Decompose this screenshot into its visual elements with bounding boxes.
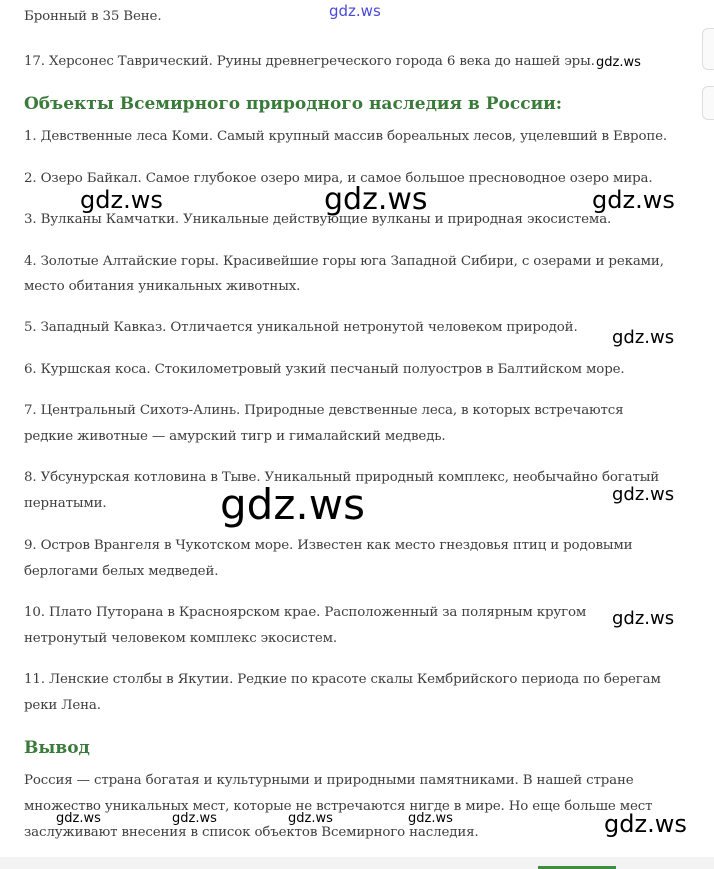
list-item-cont: редкие животные — амурский тигр и гималайский медведь.	[24, 429, 446, 444]
watermark: gdz.ws	[612, 327, 675, 348]
item-17: 17. Херсонес Таврический. Руины древнегреческого города 6 века до нашей эры.	[24, 54, 595, 69]
list-item: 11. Ленские столбы в Якутии. Редкие по красоте скалы Кембрийского периода по берегам	[24, 672, 661, 687]
list-item: 1. Девственные леса Коми. Самый крупный массив бореальных лесов, уцелевший в Европе.	[24, 129, 668, 144]
list-item: 5. Западный Кавказ. Отличается уникальной нетронутой человеком природой.	[24, 320, 578, 335]
section-heading-nature: Объекты Всемирного природного наследия в России:	[24, 94, 563, 114]
list-item-cont: реки Лена.	[24, 698, 101, 713]
list-item: 4. Золотые Алтайские горы. Красивейшие горы юга Западной Сибири, с озерами и реками,	[24, 254, 664, 269]
watermark: gdz.ws	[592, 186, 675, 214]
conclusion-line: Россия — страна богатая и культурными и природными памятниками. В нашей стране	[24, 773, 634, 788]
partial-line: Бронный в 35 Вене.	[24, 9, 162, 24]
list-item: 7. Центральный Сихотэ-Алинь. Природные девственные леса, в которых встречаются	[24, 403, 624, 418]
list-item-cont: место обитания уникальных животных.	[24, 279, 301, 294]
watermark: gdz.ws	[80, 186, 163, 214]
watermark: gdz.ws	[612, 608, 675, 629]
watermark: gdz.ws	[408, 811, 453, 826]
watermark: gdz.ws	[172, 811, 217, 826]
watermark: gdz.ws	[288, 811, 333, 826]
watermark: gdz.ws	[596, 55, 641, 70]
conclusion-line: заслуживают внесения в список объектов Всемирного наследия.	[24, 825, 479, 840]
list-item: 2. Озеро Байкал. Самое глубокое озеро мира, и самое большое пресноводное озеро мира.	[24, 171, 653, 186]
list-item-cont: нетронутый человеком комплекс экосистем.	[24, 631, 338, 646]
list-item-cont: пернатыми.	[24, 496, 107, 511]
side-card	[702, 28, 714, 70]
list-item: 9. Остров Врангеля в Чукотском море. Известен как место гнездовья птиц и родовыми	[24, 538, 633, 553]
list-item: 10. Плато Путорана в Красноярском крае. Расположенный за полярным кругом	[24, 605, 587, 620]
watermark: gdz.ws	[324, 182, 428, 217]
watermark: gdz.ws	[220, 480, 365, 529]
watermark: gdz.ws	[612, 484, 675, 505]
side-card	[702, 86, 714, 120]
list-item-cont: берлогами белых медведей.	[24, 564, 219, 579]
watermark: gdz.ws	[56, 811, 101, 826]
section-heading-conclusion: Вывод	[24, 738, 90, 758]
list-item: 8. Убсунурская котловина в Тыве. Уникальный природный комплекс, необычайно богатый	[24, 470, 660, 485]
watermark: gdz.ws	[329, 2, 381, 20]
watermark: gdz.ws	[604, 810, 687, 838]
conclusion-line: множество уникальных мест, которые не встречаются нигде в мире. Но еще больше мест	[24, 799, 653, 814]
list-item: 3. Вулканы Камчатки. Уникальные действующие вулканы и природная экосистема.	[24, 212, 612, 227]
list-item: 6. Куршская коса. Стокилометровый узкий песчаный полуостров в Балтийском море.	[24, 362, 625, 377]
